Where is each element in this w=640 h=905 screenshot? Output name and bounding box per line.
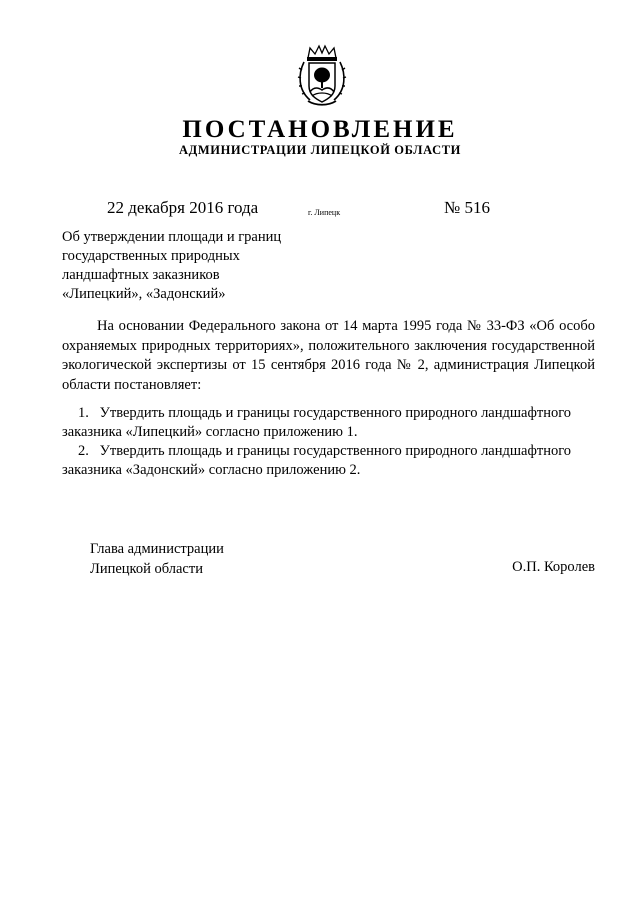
subject-line: ландшафтных заказников	[62, 267, 220, 283]
document-number: № 516	[444, 198, 490, 217]
item-text: Утвердить площадь и границы государственного природного ландшафтного заказника «Задонский» согласно приложению 2.	[62, 443, 572, 478]
document-city: г. Липецк	[308, 208, 341, 217]
document-subtitle: АДМИНИСТРАЦИИ ЛИПЕЦКОЙ ОБЛАСТИ	[179, 143, 461, 157]
item-number: 1.	[78, 405, 89, 421]
document-subject	[62, 228, 322, 304]
document-title: ПОСТАНОВЛЕНИЕ	[182, 116, 458, 143]
preamble-paragraph: На основании Федерального закона от 14 марта 1995 года № 33-ФЗ «Об особо охраняемых природных территориях», положительного заключения государственной экологической экспертизы от 15 сентября 2016 года № 2, администрация Липецкой области постановляет:	[62, 318, 595, 393]
resolution-item	[62, 404, 595, 442]
document-date: 22 декабря 2016 года	[107, 198, 259, 217]
resolution-items	[62, 404, 595, 480]
subject-line: Об утверждении площади и границ	[62, 229, 282, 245]
signatory-position	[90, 540, 224, 579]
item-number: 2.	[78, 443, 89, 459]
subject-line: государственных природных	[62, 248, 240, 264]
coat-of-arms-icon	[296, 44, 348, 108]
signatory-position-line: Липецкой области	[90, 560, 203, 577]
subject-line: «Липецкий», «Задонский»	[62, 286, 226, 302]
resolution-item	[62, 442, 595, 480]
signatory-position-line: Глава администрации	[90, 541, 224, 557]
item-text: Утвердить площадь и границы государственного природного ландшафтного заказника «Липецкий» согласно приложению 1.	[62, 405, 572, 440]
signatory-name: О.П. Королев	[512, 559, 595, 575]
